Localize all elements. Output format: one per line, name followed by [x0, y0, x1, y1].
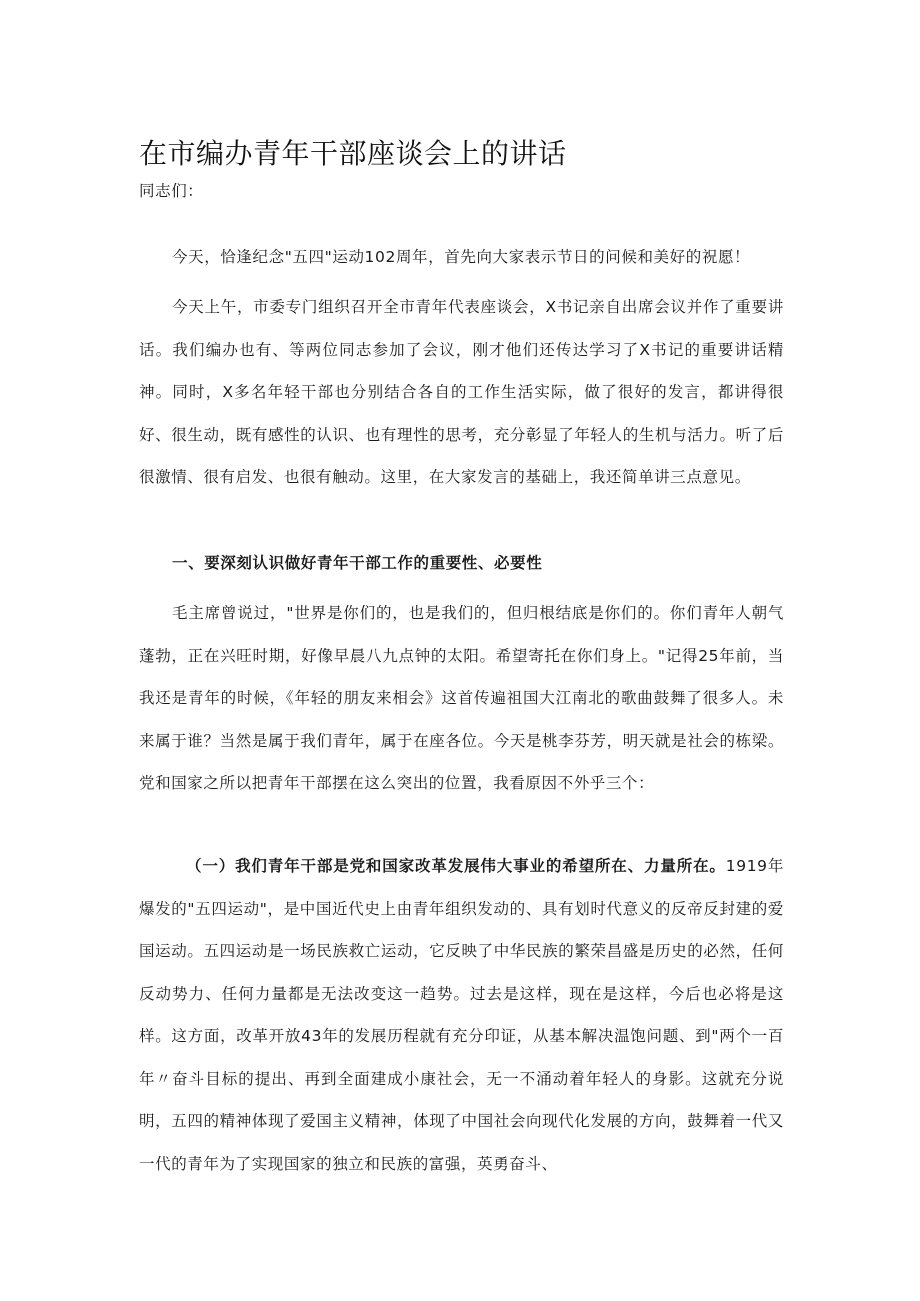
- paragraph-meeting-summary: 今天上午，市委专门组织召开全市青年代表座谈会，X书记亲自出席会议并作了重要讲话。我们编办也有、等两位同志参加了会议，刚才他们还传达学习了X书记的重要讲话精神。同时，X多名年轻干部也分别结合各自的工作生活实际，做了很好的发言，都讲得很好、很生动，既有感性的认识、也有理性的思考，充分彰显了年轻人的生机与活力。听了后很激情、很有启发、也很有触动。这里，在大家发言的基础上，我还简单讲三点意见。: [139, 298, 784, 486]
- subsection-1-body: 1919年爆发的"五四运动"，是中国近代史上由青年组织发动的、具有划时代意义的反帝反封建的爱国运动。五四运动是一场民族救亡运动，它反映了中华民族的繁荣昌盛是历史的必然，任何反动势力、任何力量都是无法改变这一趋势。过去是这样，现在是这样，今后也必将是这样。这方面，改革开放43年的发展历程就有充分印证，从基本解决温饱问题、到"两个一百年〃奋斗目标的提出、再到全面建成小康社会，无一不涌动着年轻人的身影。这就充分说明，五四的精神体现了爱国主义精神，体现了中国社会向现代化发展的方向，鼓舞着一代又一代的青年为了实现国家的独立和民族的富强，英勇奋斗、: [139, 857, 784, 1173]
- paragraph-subsection-1: [139, 845, 784, 1185]
- salutation: 同志们：: [139, 182, 204, 200]
- subsection-1-heading: （一）我们青年干部是党和国家改革发展伟大事业的希望所在、力量所在。: [186, 857, 726, 875]
- section-heading-1: 一、要深刻认识做好青年干部工作的重要性、必要性: [172, 554, 543, 572]
- paragraph-mao-quote: 毛主席曾说过，"世界是你们的，也是我们的，但归根结底是你们的。你们青年人朝气蓬勃，正在兴旺时期，好像早晨八九点钟的太阳。希望寄托在你们身上。"记得25年前，当我还是青年的时候，《年轻的朋友来相会》这首传遍祖国大江南北的歌曲鼓舞了很多人。未来属于谁？当然是属于我们青年，属于在座各位。今天是桃李芬芳，明天就是社会的栋梁。党和国家之所以把青年干部摆在这么突出的位置，我看原因不外乎三个：: [139, 604, 784, 792]
- document-title: 在市编办青年干部座谈会上的讲话: [139, 137, 567, 170]
- paragraph-greeting: 今天，恰逢纪念"五四"运动102周年，首先向大家表示节日的问候和美好的祝愿！: [172, 248, 751, 266]
